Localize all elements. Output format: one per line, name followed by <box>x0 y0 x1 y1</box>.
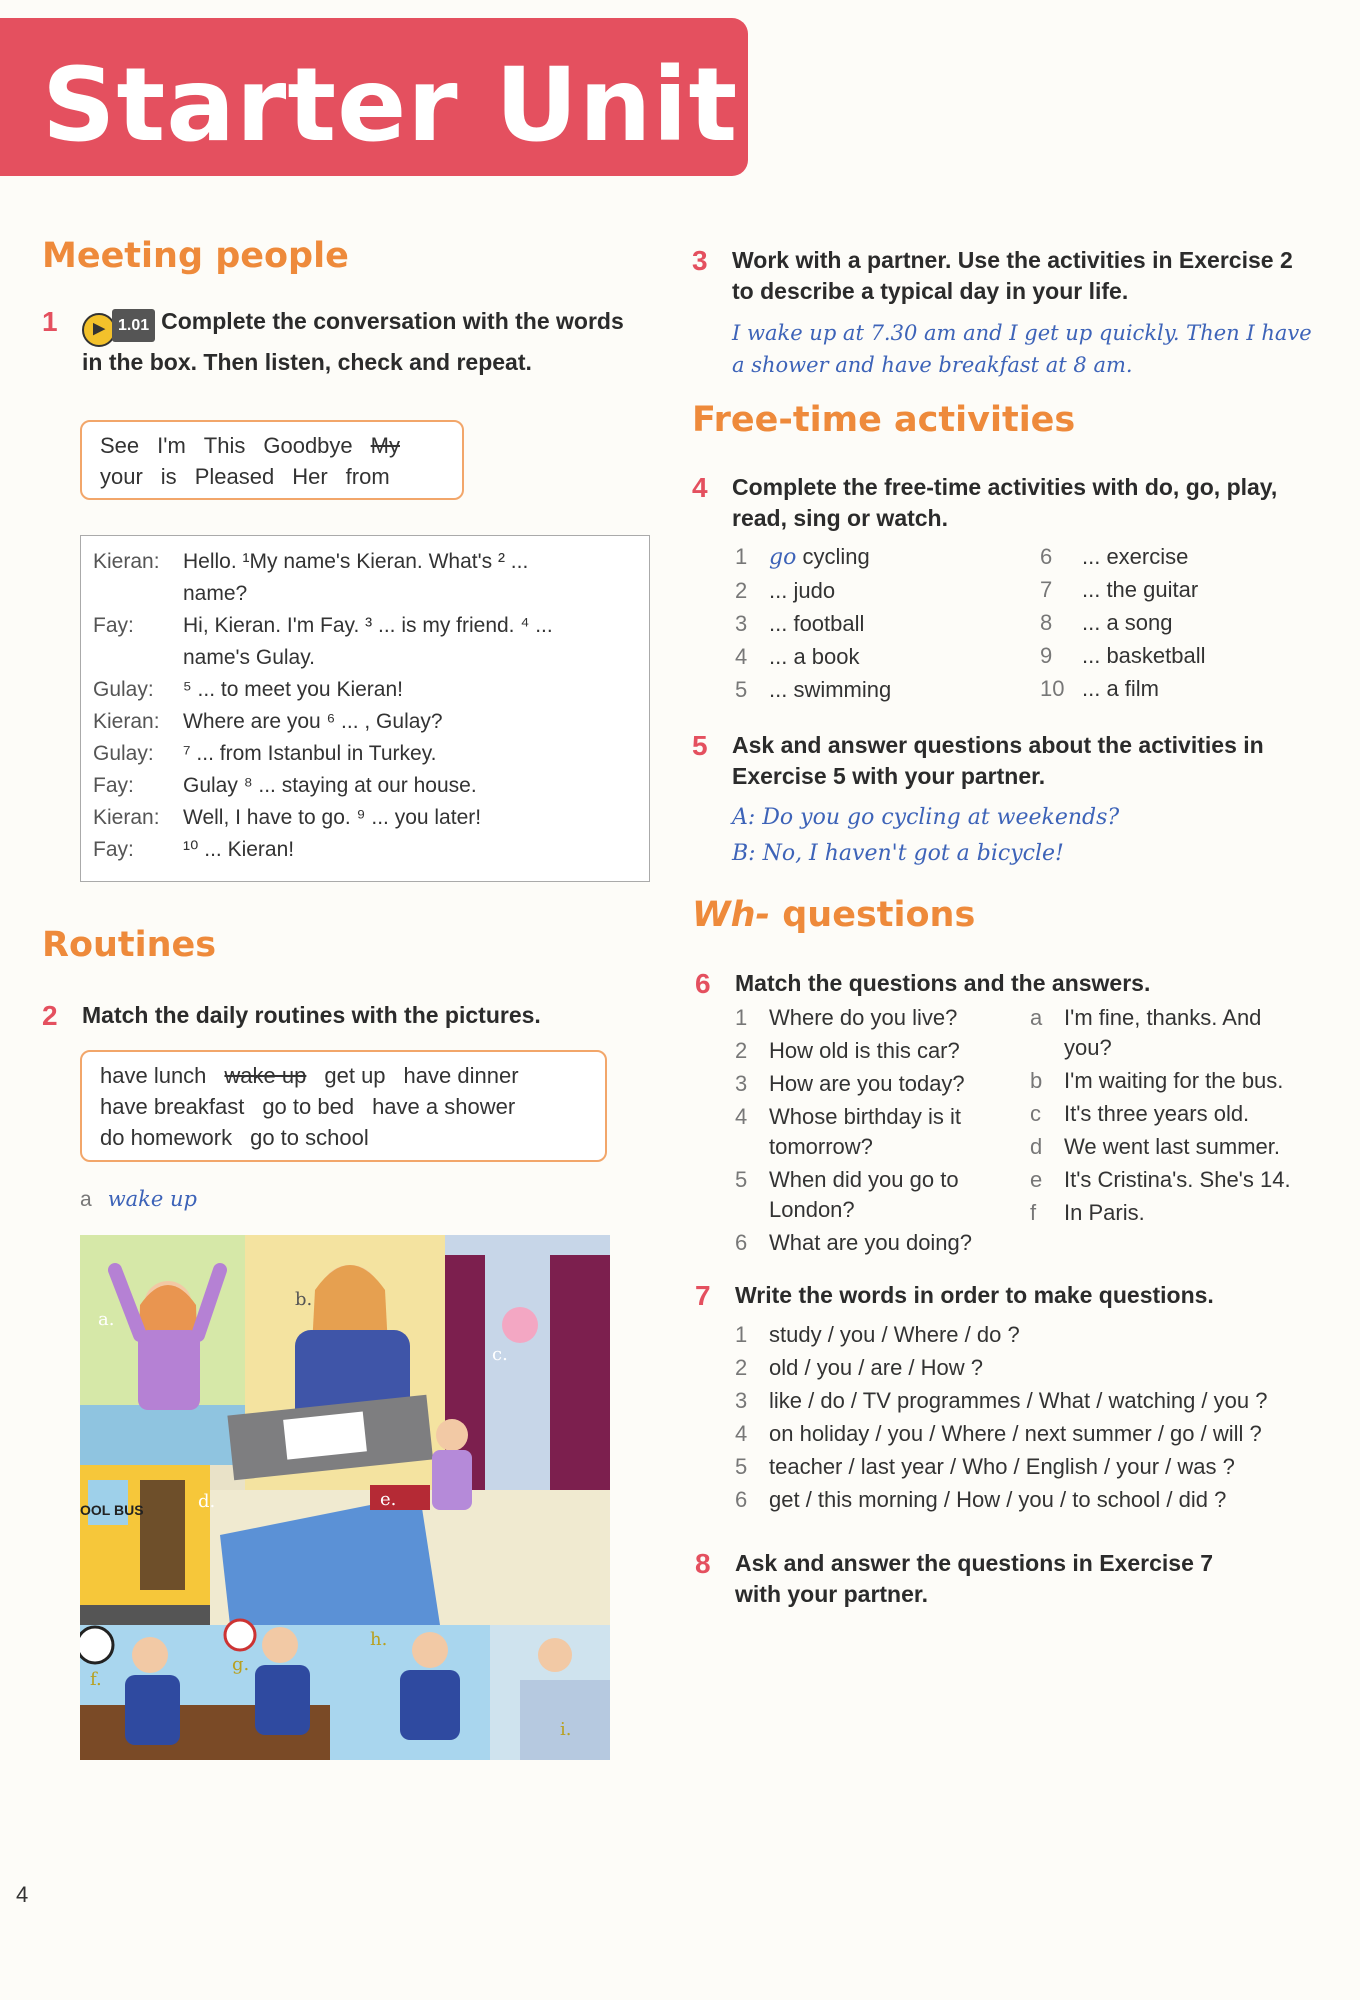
word-box-row <box>100 1122 587 1153</box>
exercise-number: 7 <box>695 1280 711 1311</box>
answer-text: It's three years old. <box>1064 1101 1250 1126</box>
question-item <box>735 1228 1035 1258</box>
exercise-6-instruction <box>695 968 1315 999</box>
question-text: Where do you live? <box>769 1005 958 1030</box>
instruction-text: Ask and answer the questions in Exercise 7 with your partner. <box>735 1550 1214 1607</box>
picture-label: c. <box>492 1344 508 1365</box>
box-word: from <box>345 464 390 489</box>
box-word: go to school <box>250 1125 369 1150</box>
example-letter: a <box>80 1188 92 1211</box>
box-word: See <box>100 433 140 458</box>
utterance: Hello. ¹My name's Kieran. What's ² ... <box>183 550 529 573</box>
routines-illustration <box>80 1235 610 1760</box>
item-text: swimming <box>787 677 892 702</box>
box-word: have breakfast <box>100 1094 245 1119</box>
conversation-box <box>80 535 650 882</box>
list-item <box>735 1483 1267 1516</box>
item-number: 5 <box>735 1167 748 1192</box>
unit-title: Starter Unit <box>42 46 739 165</box>
item-text: like / do / TV programmes / What / watching / you ? <box>769 1388 1268 1413</box>
answer-text: I'm waiting for the bus. <box>1064 1068 1284 1093</box>
bus-sign: OOL BUS <box>80 1502 144 1518</box>
picture-label: f. <box>90 1669 102 1690</box>
exercise-number: 8 <box>695 1548 711 1579</box>
box-word: get up <box>324 1063 386 1088</box>
box-word-used: My <box>370 433 400 458</box>
conversation-line <box>93 610 649 642</box>
answer-item <box>1030 1165 1320 1195</box>
box-word: This <box>203 433 246 458</box>
list-item <box>735 540 891 574</box>
box-word: Her <box>292 464 328 489</box>
conversation-line <box>93 706 649 738</box>
free-time-list-right <box>1040 540 1206 705</box>
speaker <box>93 642 183 674</box>
question-text: What are you doing? <box>769 1230 973 1255</box>
item-text: ... a song <box>1082 610 1173 635</box>
free-time-list-left <box>735 540 891 706</box>
list-item <box>735 574 891 607</box>
list-item <box>1040 573 1206 606</box>
answer-line: I'm fine, thanks. And <box>1064 1005 1262 1030</box>
routines-illustration-graphic <box>80 1235 610 1760</box>
conversation-line <box>93 738 649 770</box>
instruction-text: Ask and answer questions about the activities in Exercise 5 with your partner. <box>732 732 1264 789</box>
speaker: Kieran: <box>93 550 160 573</box>
section-title-meeting-people: Meeting people <box>42 236 349 276</box>
item-number: 6 <box>1040 544 1053 569</box>
example-answer: go <box>769 545 797 570</box>
answer-text: We went last summer. <box>1064 1134 1280 1159</box>
instruction-text: Work with a partner. Use the activities in Exercise 2 to describe a typical day in your life. <box>732 247 1293 304</box>
utterance: ⁵ ... to meet you Kieran! <box>183 678 403 701</box>
list-item <box>735 1351 1267 1384</box>
answer-text <box>1064 1003 1261 1063</box>
item-number: 7 <box>1040 577 1053 602</box>
box-word: have lunch <box>100 1063 207 1088</box>
conversation-line <box>93 578 649 610</box>
item-text: cycling <box>796 544 870 569</box>
speaker: Fay: <box>93 774 134 797</box>
exercise-8-instruction <box>695 1548 1255 1610</box>
exercise-number: 3 <box>692 245 708 276</box>
item-number: 1 <box>735 544 748 569</box>
exercise-4-instruction <box>692 472 1312 534</box>
item-number: 5 <box>735 677 748 702</box>
speaker: Gulay: <box>93 678 154 701</box>
blank: ... <box>769 611 788 636</box>
picture-label: i. <box>560 1719 572 1740</box>
exercise-number: 4 <box>692 472 708 503</box>
conversation-line <box>93 834 649 866</box>
exercise-5-instruction <box>692 730 1312 792</box>
question-item <box>735 1069 1035 1099</box>
box-word: Goodbye <box>263 433 353 458</box>
list-item <box>1040 672 1206 705</box>
list-item <box>1040 540 1206 573</box>
exercise-2-example <box>80 1183 197 1216</box>
item-number: 4 <box>735 1421 748 1446</box>
questions-list <box>735 1003 1035 1261</box>
list-item <box>735 1384 1267 1417</box>
instruction-text: Complete the free-time activities with do, go, play, read, sing or watch. <box>732 474 1278 531</box>
question-item <box>735 1102 1035 1162</box>
title-part: questions <box>770 895 976 935</box>
speaker <box>93 578 183 610</box>
item-text: old / you / are / How ? <box>769 1355 983 1380</box>
item-number: 8 <box>1040 610 1053 635</box>
utterance: ¹⁰ ... Kieran! <box>183 838 295 861</box>
question-line: London? <box>769 1197 855 1222</box>
exercise-number: 6 <box>695 968 711 999</box>
section-title-routines: Routines <box>42 925 217 965</box>
instruction-text: Complete the conversation with the words in the box. Then listen, check and repeat. <box>82 308 624 375</box>
blank: ... <box>769 677 788 702</box>
picture-label: b. <box>295 1289 313 1310</box>
item-number: 1 <box>735 1322 748 1347</box>
list-item <box>735 1417 1267 1450</box>
exercise-2-instruction <box>42 1000 642 1031</box>
item-text: judo <box>787 578 836 603</box>
word-order-list <box>735 1318 1267 1516</box>
exercise-1-instruction <box>42 306 642 378</box>
example-line: I wake up at 7.30 am and I get up quickly. Then I have <box>732 321 1312 345</box>
utterance: name's Gulay. <box>183 646 316 669</box>
utterance: Well, I have to go. ⁹ ... you later! <box>183 806 482 829</box>
conversation-line <box>93 770 649 802</box>
utterance: Gulay ⁸ ... staying at our house. <box>183 774 477 797</box>
item-letter: a <box>1030 1005 1043 1030</box>
section-title-free-time: Free-time activities <box>692 400 1076 440</box>
item-letter: e <box>1030 1167 1043 1192</box>
item-text: ... exercise <box>1082 544 1189 569</box>
item-text: ... the guitar <box>1082 577 1199 602</box>
conversation-line <box>93 802 649 834</box>
question-text: How are you today? <box>769 1071 965 1096</box>
answer-text: It's Cristina's. She's 14. <box>1064 1167 1291 1192</box>
speaker: Kieran: <box>93 806 160 829</box>
item-number: 6 <box>735 1487 748 1512</box>
item-number: 4 <box>735 644 748 669</box>
instruction-text: Match the questions and the answers. <box>735 970 1151 996</box>
answer-item <box>1030 1003 1320 1063</box>
picture-label: h. <box>370 1629 388 1650</box>
blank: ... <box>769 644 788 669</box>
blank: ... <box>769 578 788 603</box>
list-item <box>1040 606 1206 639</box>
example-line: A: Do you go cycling at weekends? <box>732 805 1120 830</box>
question-line: Whose birthday is it <box>769 1104 961 1129</box>
answer-item <box>1030 1099 1320 1129</box>
track-number: 1.01 <box>112 309 155 342</box>
item-number: 2 <box>735 1355 748 1380</box>
instruction-text: Match the daily routines with the pictures. <box>82 1002 541 1028</box>
box-word: I'm <box>157 433 186 458</box>
item-number: 3 <box>735 1071 748 1096</box>
item-number: 6 <box>735 1230 748 1255</box>
item-number: 5 <box>735 1454 748 1479</box>
speaker: Fay: <box>93 838 134 861</box>
conversation-line <box>93 546 649 578</box>
box-word: have dinner <box>403 1063 519 1088</box>
list-item <box>735 1450 1267 1483</box>
item-letter: f <box>1030 1200 1037 1225</box>
list-item <box>1040 639 1206 672</box>
example-line: B: No, I haven't got a bicycle! <box>732 841 1064 866</box>
exercise-3-example <box>732 317 1312 381</box>
instruction-text: Write the words in order to make questions. <box>735 1282 1214 1308</box>
word-box-row <box>100 1091 587 1122</box>
utterance: Where are you ⁶ ... , Gulay? <box>183 710 443 733</box>
speaker: Fay: <box>93 614 134 637</box>
question-item <box>735 1165 1035 1225</box>
item-text: ... basketball <box>1082 643 1206 668</box>
word-box-row <box>100 1060 587 1091</box>
exercise-5-example <box>732 800 1119 872</box>
question-item <box>735 1036 1035 1066</box>
item-number: 2 <box>735 1038 748 1063</box>
item-number: 3 <box>735 611 748 636</box>
box-word: is <box>160 464 177 489</box>
question-text: How old is this car? <box>769 1038 960 1063</box>
title-part: Wh- <box>692 895 771 935</box>
example-line: a shower and have breakfast at 8 am. <box>732 353 1133 377</box>
word-box-row <box>100 430 444 461</box>
picture-label: a. <box>98 1309 115 1330</box>
item-text: teacher / last year / Who / English / your / was ? <box>769 1454 1235 1479</box>
item-number: 4 <box>735 1104 748 1129</box>
list-item <box>735 607 891 640</box>
picture-label: d. <box>198 1491 216 1512</box>
item-number: 1 <box>735 1005 748 1030</box>
item-number: 2 <box>735 578 748 603</box>
picture-label: g. <box>232 1654 250 1675</box>
question-text <box>769 1165 959 1225</box>
item-text: football <box>787 611 865 636</box>
utterance: Hi, Kieran. I'm Fay. ³ ... is my friend. ⁴ ... <box>183 614 553 637</box>
item-letter: b <box>1030 1068 1043 1093</box>
box-word: do homework <box>100 1125 233 1150</box>
question-line: When did you go to <box>769 1167 959 1192</box>
item-text: ... a film <box>1082 676 1160 701</box>
section-title-wh-questions <box>692 895 975 935</box>
exercise-number: 2 <box>42 1000 58 1031</box>
item-number: 9 <box>1040 643 1053 668</box>
item-number: 10 <box>1040 676 1065 701</box>
answer-item <box>1030 1132 1320 1162</box>
word-box-ex2 <box>80 1050 607 1162</box>
box-word-used: wake up <box>224 1063 307 1088</box>
utterance: ⁷ ... from Istanbul in Turkey. <box>183 742 437 765</box>
box-word: Pleased <box>194 464 275 489</box>
question-line: tomorrow? <box>769 1134 873 1159</box>
item-text: a book <box>787 644 860 669</box>
speaker: Kieran: <box>93 710 160 733</box>
answers-list <box>1030 1003 1320 1231</box>
item-text: study / you / Where / do ? <box>769 1322 1020 1347</box>
page-number: 4 <box>16 1882 29 1907</box>
speaker: Gulay: <box>93 742 154 765</box>
example-answer: wake up <box>107 1187 197 1211</box>
box-word: have a shower <box>372 1094 516 1119</box>
list-item <box>735 1318 1267 1351</box>
answer-line: you? <box>1064 1035 1112 1060</box>
item-text: on holiday / you / Where / next summer / go / will ? <box>769 1421 1262 1446</box>
box-word: your <box>100 464 143 489</box>
exercise-3-instruction <box>692 245 1312 307</box>
speaker-icon: ▶ <box>82 313 116 347</box>
exercise-number: 1 <box>42 306 58 337</box>
conversation-line <box>93 642 649 674</box>
word-box-ex1 <box>80 420 464 500</box>
answer-item <box>1030 1198 1320 1228</box>
answer-text: In Paris. <box>1064 1200 1145 1225</box>
question-text <box>769 1102 961 1162</box>
item-text: get / this morning / How / you / to school / did ? <box>769 1487 1227 1512</box>
utterance: name? <box>183 582 248 605</box>
list-item <box>735 673 891 706</box>
item-letter: c <box>1030 1101 1041 1126</box>
audio-track-button[interactable] <box>82 309 155 347</box>
box-word: go to bed <box>262 1094 355 1119</box>
item-letter: d <box>1030 1134 1043 1159</box>
list-item <box>735 640 891 673</box>
conversation-line <box>93 674 649 706</box>
unit-banner <box>0 18 748 176</box>
question-item <box>735 1003 1035 1033</box>
exercise-7-instruction <box>695 1280 1315 1311</box>
item-number: 3 <box>735 1388 748 1413</box>
word-box-row <box>100 461 444 492</box>
answer-item <box>1030 1066 1320 1096</box>
picture-label: e. <box>380 1489 397 1510</box>
exercise-number: 5 <box>692 730 708 761</box>
